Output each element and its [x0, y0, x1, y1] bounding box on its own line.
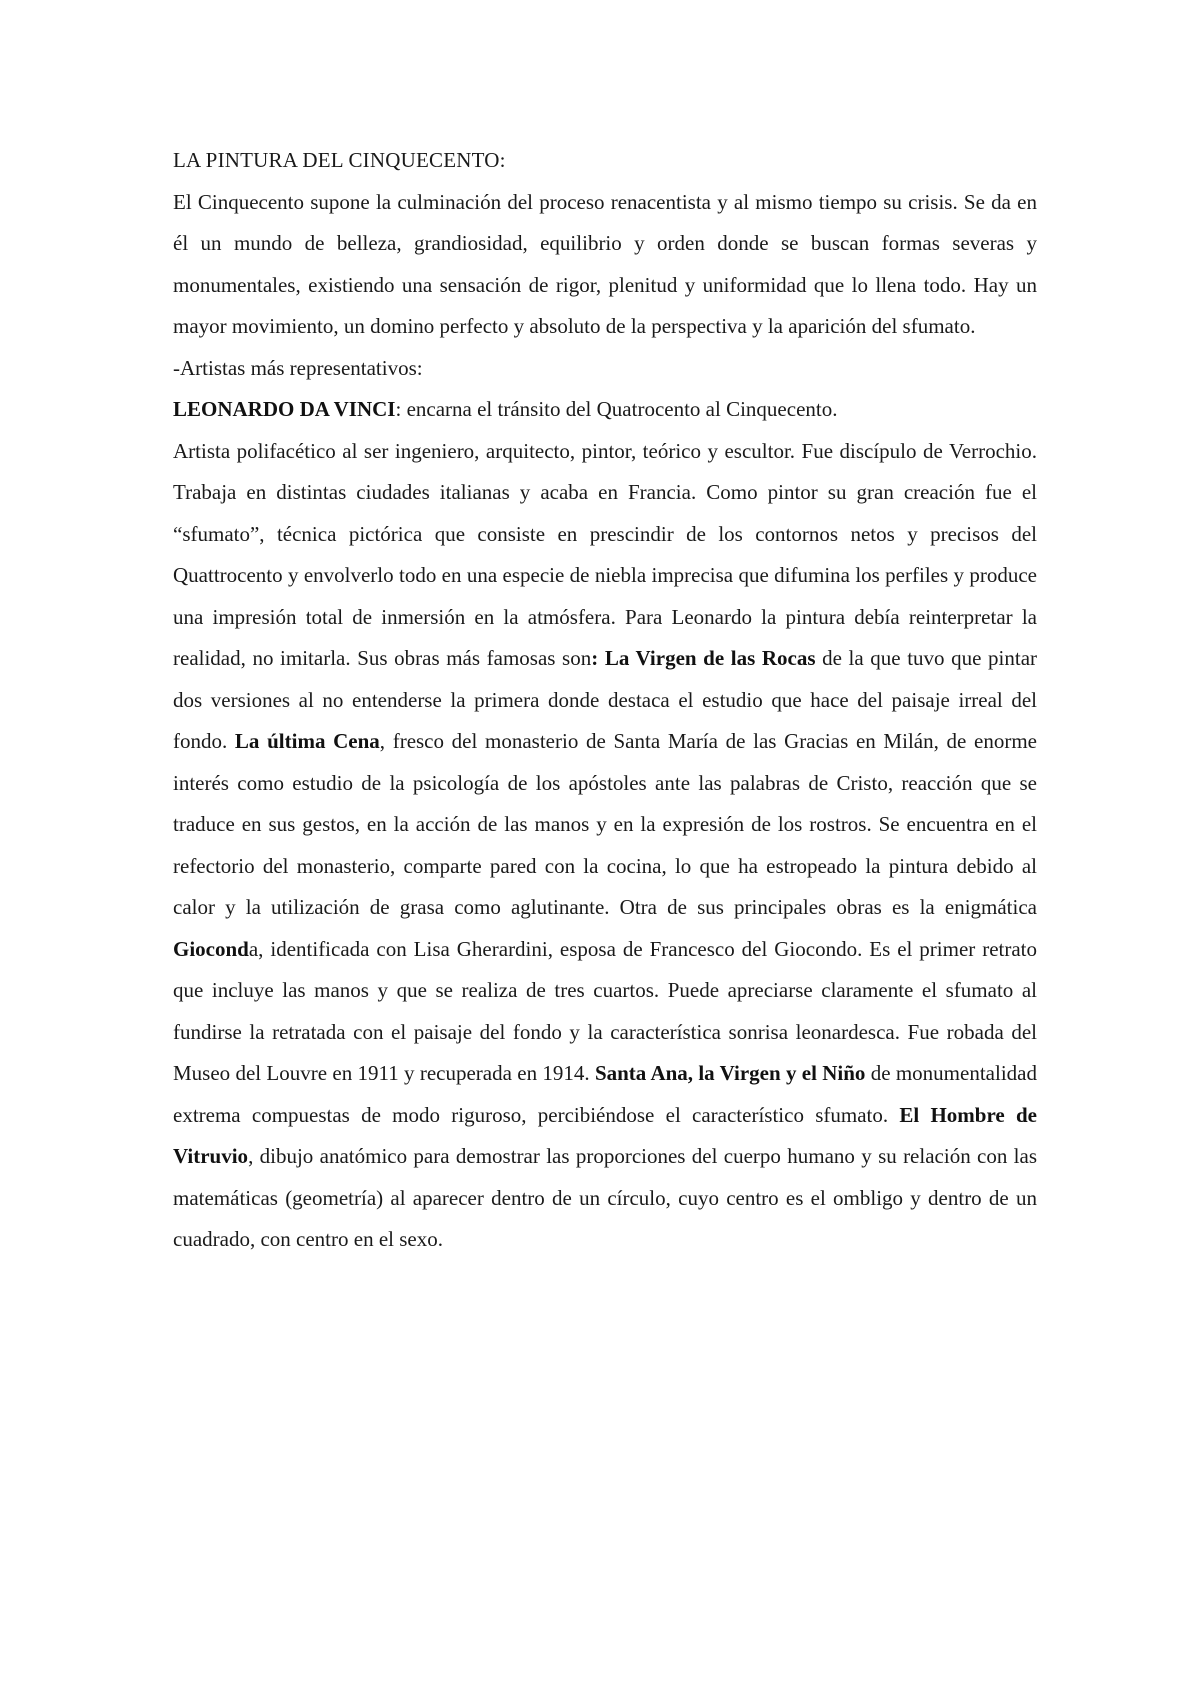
work-santa-ana: Santa Ana, la Virgen y el Niño [594, 1061, 866, 1085]
body-text-5: de monumentalidad extrema compuestas de modo riguroso, percibiéndose el característico sfumato. [173, 1061, 1037, 1127]
work-ultima-cena: La última Cena [234, 729, 380, 753]
body-text-1: Artista polifacético al ser ingeniero, arquitecto, pintor, teórico y escultor. Fue discípulo de Verrochio. Trabaja en distintas ciudades italianas y acaba en Francia. Como pintor su gran creación fue el “sfumato”, técnica pictórica que consiste en prescindir de los contornos netos y precisos del Quattrocento y envolverlo todo en una especie de niebla imprecisa que difumina los perfiles y produce una impresión total de inmersión en la atmósfera. Para Leonardo la pintura debía reinterpretar la realidad, no imitarla. Sus obras más famosas son [173, 438, 1037, 670]
leonardo-paragraph [173, 431, 1037, 1261]
artists-heading: -Artistas más representativos: [173, 355, 423, 380]
artist-summary: : encarna el tránsito del Quatrocento al Cinquecento. [395, 397, 838, 421]
body-text-2: de la que tuvo que pintar dos versiones al no entenderse la primera donde destaca el estudio que hace del paisaje irreal del fondo. [173, 646, 1038, 753]
body-text-4: a, identificada con Lisa Gherardini, esposa de Francesco del Giocondo. Es el primer retrato que incluye las manos y que se realiza de tres cuartos. Puede apreciarse claramente el sfumato al fundirse la retratada con el paisaje del fondo y la característica sonrisa leonardesca. Fue robada del Museo del Louvre en 1911 y recuperada en 1914. [173, 936, 1037, 1085]
document-page [173, 140, 1037, 1261]
work-hombre-vitruvio: El Hombre de Vitruvio [173, 1102, 1037, 1168]
document-title: LA PINTURA DEL CINQUECENTO: [173, 148, 506, 172]
leonardo-heading [173, 389, 1037, 431]
artist-name: LEONARDO DA VINCI [173, 397, 396, 421]
body-text-6: , dibujo anatómico para demostrar las proporciones del cuerpo humano y su relación con las matemáticas (geometría) al aparecer dentro de un círculo, cuyo centro es el ombligo y dentro de un cuadrado, con centro en el sexo. [173, 1144, 1037, 1251]
intro-paragraph: El Cinquecento supone la culminación del proceso renacentista y al mismo tiempo su crisis. Se da en él un mundo de belleza, grandiosidad, equilibrio y orden donde se buscan formas severas y monumentales, existiendo una sensación de rigor, plenitud y uniformidad que lo llena todo. Hay un mayor movimiento, un domino perfecto y absoluto de la perspectiva y la aparición del sfumato. [173, 189, 1037, 338]
work-gioconda: Giocond [173, 936, 249, 961]
body-text-3: , fresco del monasterio de Santa María de las Gracias en Milán, de enorme interés como estudio de la psicología de los apóstoles ante las palabras de Cristo, reacción que se traduce en sus gestos, en la acción de las manos y en la expresión de los rostros. Se encuentra en el refectorio del monasterio, comparte pared con la cocina, lo que ha estropeado la pintura debido al calor y la utilización de grasa como aglutinante. Otra de sus principales obras es la enigmática [173, 729, 1037, 919]
work-virgen-rocas: : La Virgen de las Rocas [591, 646, 816, 670]
